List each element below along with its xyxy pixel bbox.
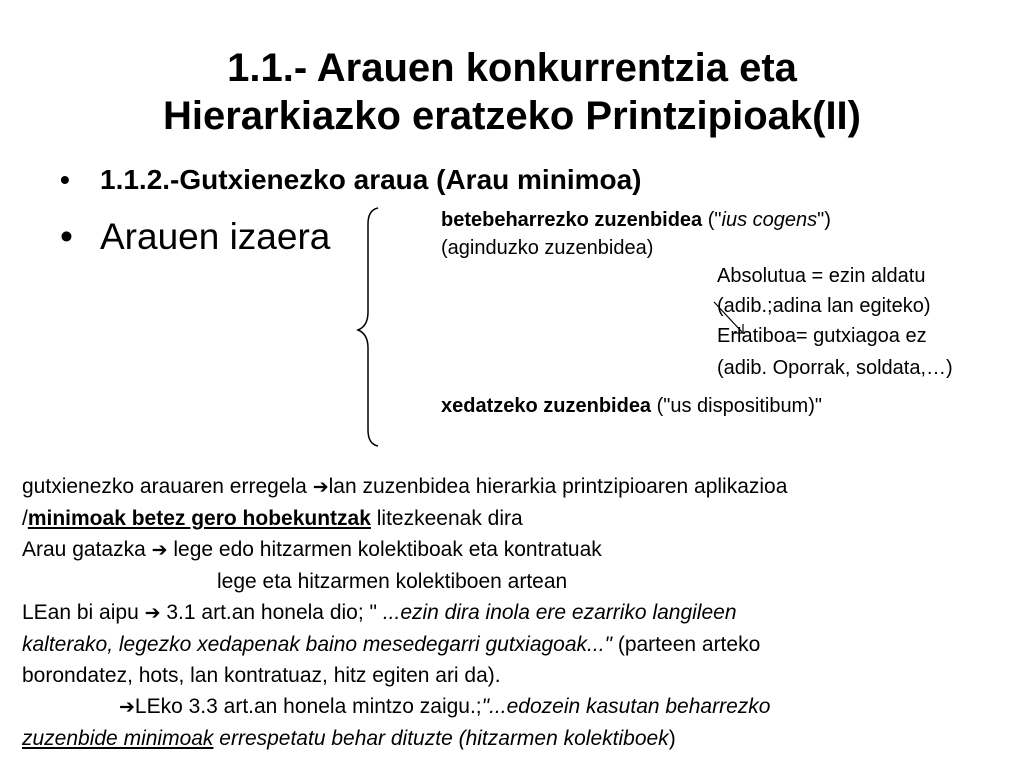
ius-cogens-close: ") bbox=[817, 209, 831, 231]
line8-text: LEko 3.3 art.an honela mintzo zaigu.; bbox=[134, 695, 482, 718]
explanation-line-1 bbox=[22, 471, 787, 503]
line5-quote: ...ezin dira inola ere ezarriko langileen bbox=[382, 601, 737, 624]
explanation-line-2 bbox=[22, 503, 787, 534]
bullet-dot: • bbox=[60, 164, 70, 195]
ius-cogens-term: betebeharrezko zuzenbidea bbox=[441, 209, 703, 231]
bullet-item-gutxienezko-araua bbox=[60, 163, 642, 197]
line8-quote: "...edozein kasutan beharrezko bbox=[481, 695, 771, 718]
adib-adina-line: (adib.;adina lan egiteko) bbox=[717, 295, 931, 317]
explanation-line-7: borondatez, hots, lan kontratuaz, hitz egiten ari da). bbox=[22, 664, 501, 687]
line9-close: ) bbox=[668, 727, 676, 750]
xedatzeko-line bbox=[441, 393, 822, 420]
page-title bbox=[0, 44, 1024, 140]
bullet-item-arauen-izaera bbox=[60, 216, 331, 258]
bullet-text: Arauen izaera bbox=[100, 216, 331, 257]
ius-cogens-open: (" bbox=[702, 209, 722, 231]
ius-cogens-line bbox=[441, 207, 831, 234]
erlatiboa-line: Erlatiboa= gutxiagoa ez bbox=[717, 325, 927, 347]
explanation-line-5 bbox=[22, 597, 787, 629]
right-arrow-icon: ➔ bbox=[144, 603, 161, 624]
explanation-line-6 bbox=[22, 629, 787, 660]
line3-text-a: Arau gatazka bbox=[22, 538, 152, 561]
explanation-line-4: lege eta hitzarmen kolektiboen artean bbox=[217, 570, 568, 593]
right-arrow-icon: ➔ bbox=[312, 477, 329, 498]
curly-brace bbox=[350, 200, 390, 450]
xedatzeko-term: xedatzeko zuzenbidea bbox=[441, 395, 652, 417]
title-line-1: 1.1.- Arauen konkurrentzia eta bbox=[227, 46, 797, 90]
explanation-line-9 bbox=[22, 723, 787, 754]
line5-text-b: 3.1 art.an honela dio; " bbox=[160, 601, 383, 624]
line5-text-a: LEan bi aipu bbox=[22, 601, 145, 624]
line9-quote: errespetatu behar dituzte (hitzarmen kolektiboek bbox=[213, 727, 669, 750]
title-line-2: Hierarkiazko eratzeko Printzipioak(II) bbox=[162, 94, 861, 138]
right-arrow-icon: ➔ bbox=[119, 697, 135, 718]
line2-text: litezkeenak dira bbox=[370, 507, 523, 530]
right-arrow-icon: ➔ bbox=[151, 540, 168, 561]
ius-cogens-latin: ius cogens bbox=[721, 209, 818, 231]
line9-underlined: zuzenbide minimoak bbox=[22, 727, 214, 750]
bullet-dot: • bbox=[60, 216, 73, 257]
line6-quote: kalterako, legezko xedapenak baino mesedegarri gutxiagoak..." bbox=[22, 633, 612, 656]
line2-underlined: minimoak betez gero hobekuntzak bbox=[27, 507, 371, 530]
line6-text: (parteen arteko bbox=[612, 633, 761, 656]
explanation-line-8 bbox=[22, 691, 787, 723]
absolutua-line: Absolutua = ezin aldatu bbox=[717, 265, 926, 287]
line1-text-a: gutxienezko arauaren erregela bbox=[22, 475, 313, 498]
line1-text-b: lan zuzenbidea hierarkia printzipioaren aplikazioa bbox=[328, 475, 788, 498]
explanation-line-3 bbox=[22, 534, 787, 566]
adib-oporrak-line: (adib. Oporrak, soldata,…) bbox=[717, 357, 953, 379]
line2-slash: / bbox=[22, 507, 28, 530]
aginduzko-line: (aginduzko zuzenbidea) bbox=[441, 237, 654, 259]
diagonal-arrow-icon bbox=[710, 300, 750, 340]
bullet-text: 1.1.2.-Gutxienezko araua (Arau minimoa) bbox=[100, 164, 642, 195]
xedatzeko-rest: ("us dispositibum)" bbox=[651, 395, 822, 417]
line3-text-b: lege edo hitzarmen kolektiboak eta kontratuak bbox=[167, 538, 602, 561]
explanation-block bbox=[22, 471, 787, 754]
